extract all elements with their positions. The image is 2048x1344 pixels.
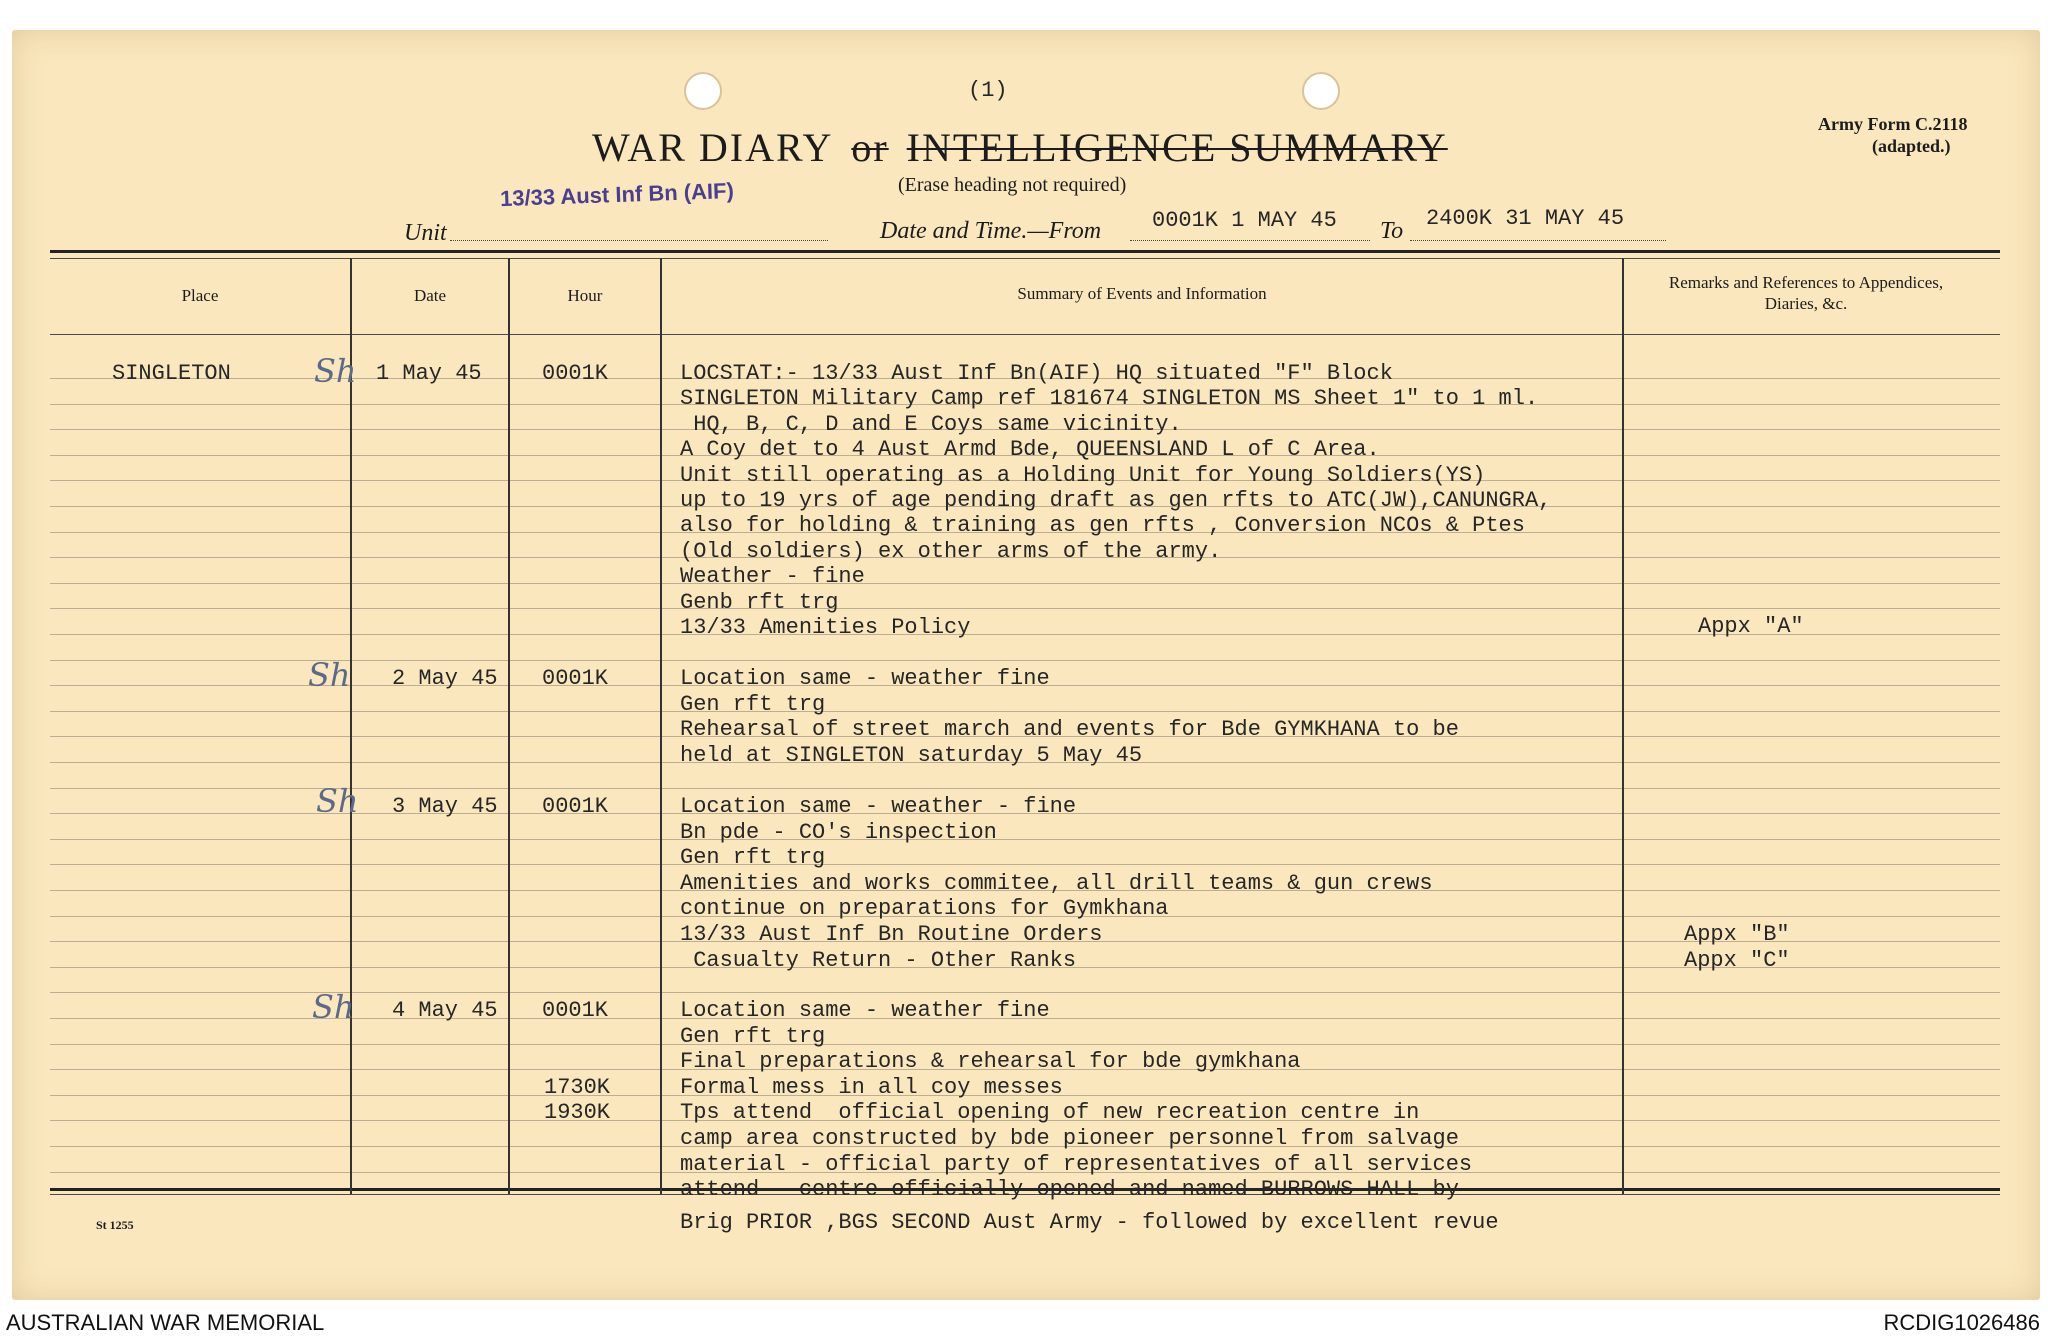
continuation-line: Brig PRIOR ,BGS SECOND Aust Army - followed by excellent revue — [680, 1210, 1499, 1235]
hour-cell-4: 0001K — [542, 998, 609, 1023]
summary-line: Final preparations & rehearsal for bde gymkhana — [680, 1049, 1301, 1075]
initials-2: Sh — [308, 656, 351, 694]
ruled-line — [50, 1044, 2000, 1045]
summary-line: (Old soldiers) ex other arms of the army. — [680, 538, 1222, 564]
summary-line: Genb rft trg — [680, 589, 839, 615]
footer-institution: AUSTRALIAN WAR MEMORIAL — [6, 1310, 325, 1335]
summary-line: A Coy det to 4 Aust Armd Bde, QUEENSLAND L of C Area. — [680, 437, 1380, 463]
summary-line: Bn pde - CO's inspection — [680, 819, 997, 845]
ruled-line — [50, 864, 2000, 865]
printer-code: St 1255 — [96, 1218, 134, 1232]
summary-line: continue on preparations for Gymkhana — [680, 896, 1169, 922]
remarks-cell: Appx "C" — [1684, 947, 1790, 973]
unit-dotted-line — [450, 240, 828, 241]
summary-line: Location same - weather fine — [680, 666, 1050, 691]
to-dotted-line — [1410, 240, 1666, 241]
unit-label: Unit — [404, 220, 447, 246]
header-bottom-rule — [50, 334, 2000, 335]
remarks-appx-a: Appx "A" — [1698, 614, 1804, 639]
summary-line: held at SINGLETON saturday 5 May 45 — [680, 742, 1143, 768]
title-or: or — [851, 125, 889, 170]
summary-line: up to 19 yrs of age pending draft as gen rfts to ATC(JW),CANUNGRA, — [680, 488, 1552, 513]
col-divider-1 — [350, 258, 352, 1194]
summary-line: 13/33 Amenities Policy — [680, 615, 971, 640]
summary-line: attend - centre officially opened and named BURROWS HALL by — [680, 1177, 1459, 1203]
ruled-line — [50, 608, 2000, 609]
hour-cell-3: 0001K — [542, 794, 609, 819]
title-struck: INTELLIGENCE SUMMARY — [906, 125, 1448, 170]
ruled-line — [50, 839, 2000, 840]
summary-line: Formal mess in all coy messes — [680, 1074, 1063, 1100]
table-top-rule — [50, 250, 2000, 253]
initials-1: Sh — [314, 352, 357, 390]
initials-4: Sh — [312, 988, 355, 1026]
summary-line: Tps attend official opening of new recreation centre in — [680, 1100, 1420, 1126]
punch-hole-left — [684, 72, 722, 110]
summary-line: camp area constructed by bde pioneer personnel from salvage — [680, 1126, 1459, 1151]
unit-stamp: 13/33 Aust Inf Bn (AIF) — [499, 177, 735, 212]
form-note: (adapted.) — [1872, 136, 1951, 156]
summary-line: material - official party of representatives of all services — [680, 1151, 1473, 1177]
title-main: WAR DIARY — [592, 125, 834, 170]
summary-line: Weather - fine — [680, 564, 865, 590]
form-name: Army Form C.2118 — [1818, 114, 1968, 134]
summary-line: Location same - weather - fine — [680, 794, 1077, 819]
ruled-line — [50, 583, 2000, 584]
col-divider-3 — [660, 258, 662, 1194]
hour-cell: 1730K — [544, 1074, 611, 1100]
remarks-cell: Appx "B" — [1684, 922, 1790, 947]
to-label: To — [1380, 218, 1404, 244]
col-header-remarks: Remarks and References to Appendices, Diaries, &c. — [1668, 273, 1944, 313]
footer-identifier: RCDIG1026486 — [1883, 1310, 2040, 1335]
initials-3: Sh — [316, 782, 359, 820]
summary-line: Gen rft trg — [680, 691, 826, 717]
summary-line: Unit still operating as a Holding Unit for Young Soldiers(YS) — [680, 462, 1486, 488]
hour-cell-1: 0001K — [542, 361, 609, 386]
col-header-date: Date — [413, 286, 447, 305]
summary-line: Gen rft trg — [680, 845, 826, 871]
page-title — [592, 124, 1448, 171]
summary-line: LOCSTAT:- 13/33 Aust Inf Bn(AIF) HQ situated "F" Block — [680, 361, 1393, 386]
page-number: (1) — [968, 78, 1008, 103]
date-cell-3: 3 May 45 — [392, 794, 498, 819]
punch-hole-right — [1302, 72, 1340, 110]
col-divider-4 — [1622, 258, 1624, 1194]
col-header-place: Place — [181, 286, 219, 305]
summary-line: Casualty Return - Other Ranks — [680, 947, 1077, 973]
summary-line: Amenities and works commitee, all drill teams & gun crews — [680, 870, 1433, 896]
summary-line: SINGLETON Military Camp ref 181674 SINGLETON MS Sheet 1" to 1 ml. — [680, 386, 1539, 412]
summary-line: Rehearsal of street march and events for Bde GYMKHANA to be — [680, 717, 1459, 743]
to-value: 2400K 31 MAY 45 — [1426, 206, 1625, 231]
summary-line: Gen rft trg — [680, 1023, 826, 1049]
col-divider-2 — [508, 258, 510, 1194]
place-cell: SINGLETON — [112, 361, 231, 386]
date-cell-4: 4 May 45 — [392, 998, 498, 1023]
from-dotted-line — [1130, 240, 1370, 241]
from-value: 0001K 1 MAY 45 — [1152, 208, 1337, 233]
hour-cell-2: 0001K — [542, 666, 609, 691]
erase-note: (Erase heading not required) — [898, 174, 1127, 196]
col-header-hour: Hour — [567, 286, 603, 305]
hour-cell: 1930K — [544, 1100, 611, 1126]
summary-line: HQ, B, C, D and E Coys same vicinity. — [680, 411, 1182, 437]
date-cell-2: 2 May 45 — [392, 666, 498, 691]
date-cell-1: 1 May 45 — [376, 361, 482, 386]
col-header-summary: Summary of Events and Information — [1017, 284, 1267, 303]
ruled-line — [50, 711, 2000, 712]
table-top-rule-2 — [50, 258, 2000, 259]
summary-line: Location same - weather fine — [680, 998, 1050, 1023]
summary-line: 13/33 Aust Inf Bn Routine Orders — [680, 922, 1103, 947]
summary-line: also for holding & training as gen rfts , Conversion NCOs & Ptes — [680, 513, 1525, 539]
date-time-label: Date and Time.—From — [880, 218, 1102, 244]
